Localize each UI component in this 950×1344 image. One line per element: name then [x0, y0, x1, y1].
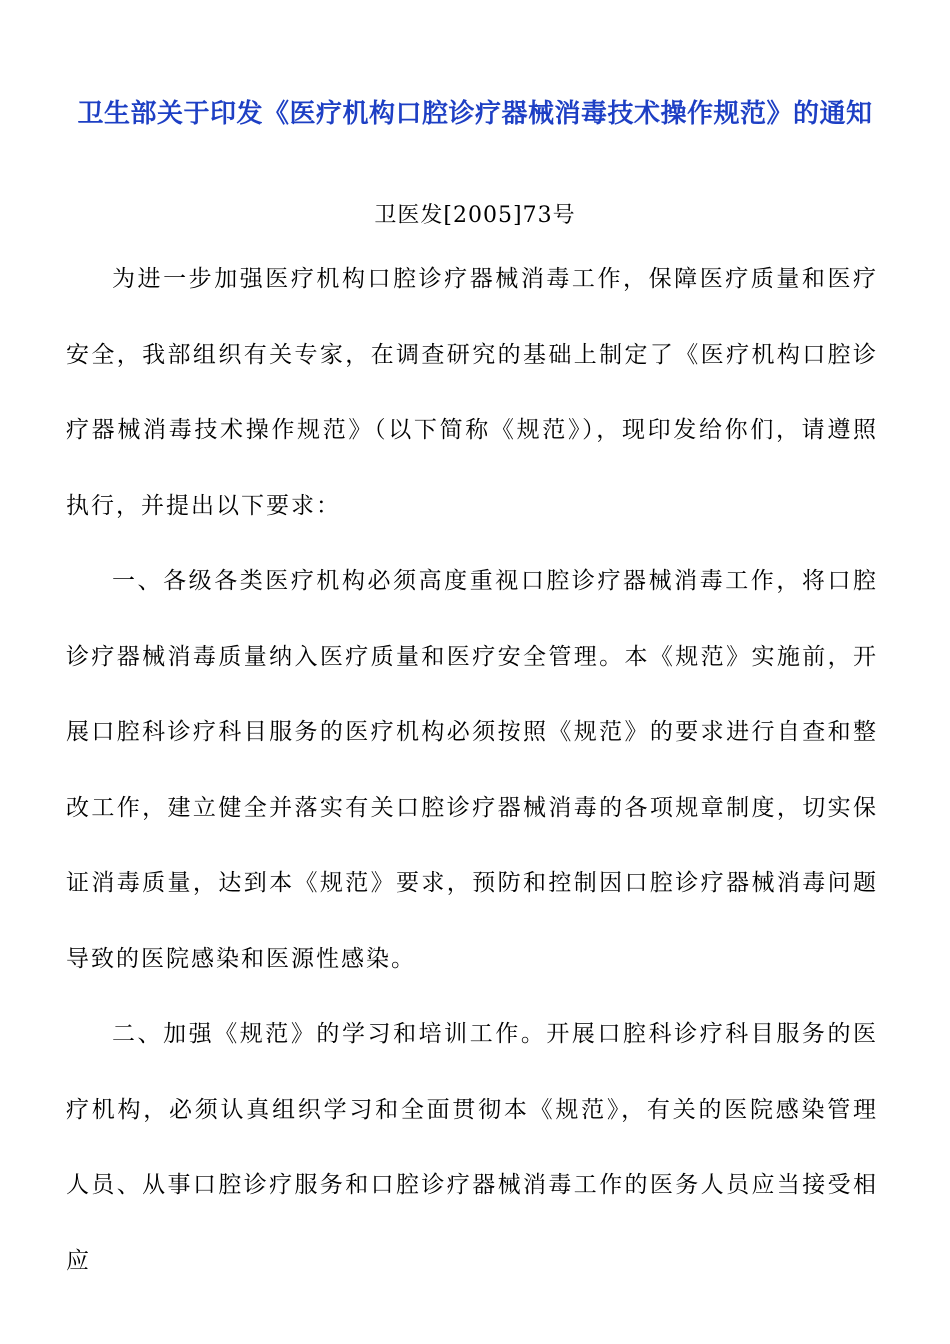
document-number: 卫医发[2005]73号 [374, 203, 576, 228]
document-title: 卫生部关于印发《医疗机构口腔诊疗器械消毒技术操作规范》的通知 [77, 99, 873, 129]
paragraph-item-2: 二、加强《规范》的学习和培训工作。开展口腔科诊疗科目服务的医疗机构，必须认真组织学习和全面贯彻本《规范》，有关的医院感染管理人员、从事口腔诊疗服务和口腔诊疗器械消毒工作的医务人员应当接受相应 [66, 1021, 878, 1274]
paragraph-intro: 为进一步加强医疗机构口腔诊疗器械消毒工作，保障医疗质量和医疗安全，我部组织有关专家，在调查研究的基础上制定了《医疗机构口腔诊疗器械消毒技术操作规范》（以下简称《规范》），现印发给你们，请遵照执行，并提出以下要求： [66, 266, 878, 519]
document-body [66, 242, 878, 1299]
paragraph-item-1: 一、各级各类医疗机构必须高度重视口腔诊疗器械消毒工作，将口腔诊疗器械消毒质量纳入医疗质量和医疗安全管理。本《规范》实施前，开展口腔科诊疗科目服务的医疗机构必须按照《规范》的要求进行自查和整改工作，建立健全并落实有关口腔诊疗器械消毒的各项规章制度，切实保证消毒质量，达到本《规范》要求，预防和控制因口腔诊疗器械消毒问题导致的医院感染和医源性感染。 [66, 568, 878, 972]
